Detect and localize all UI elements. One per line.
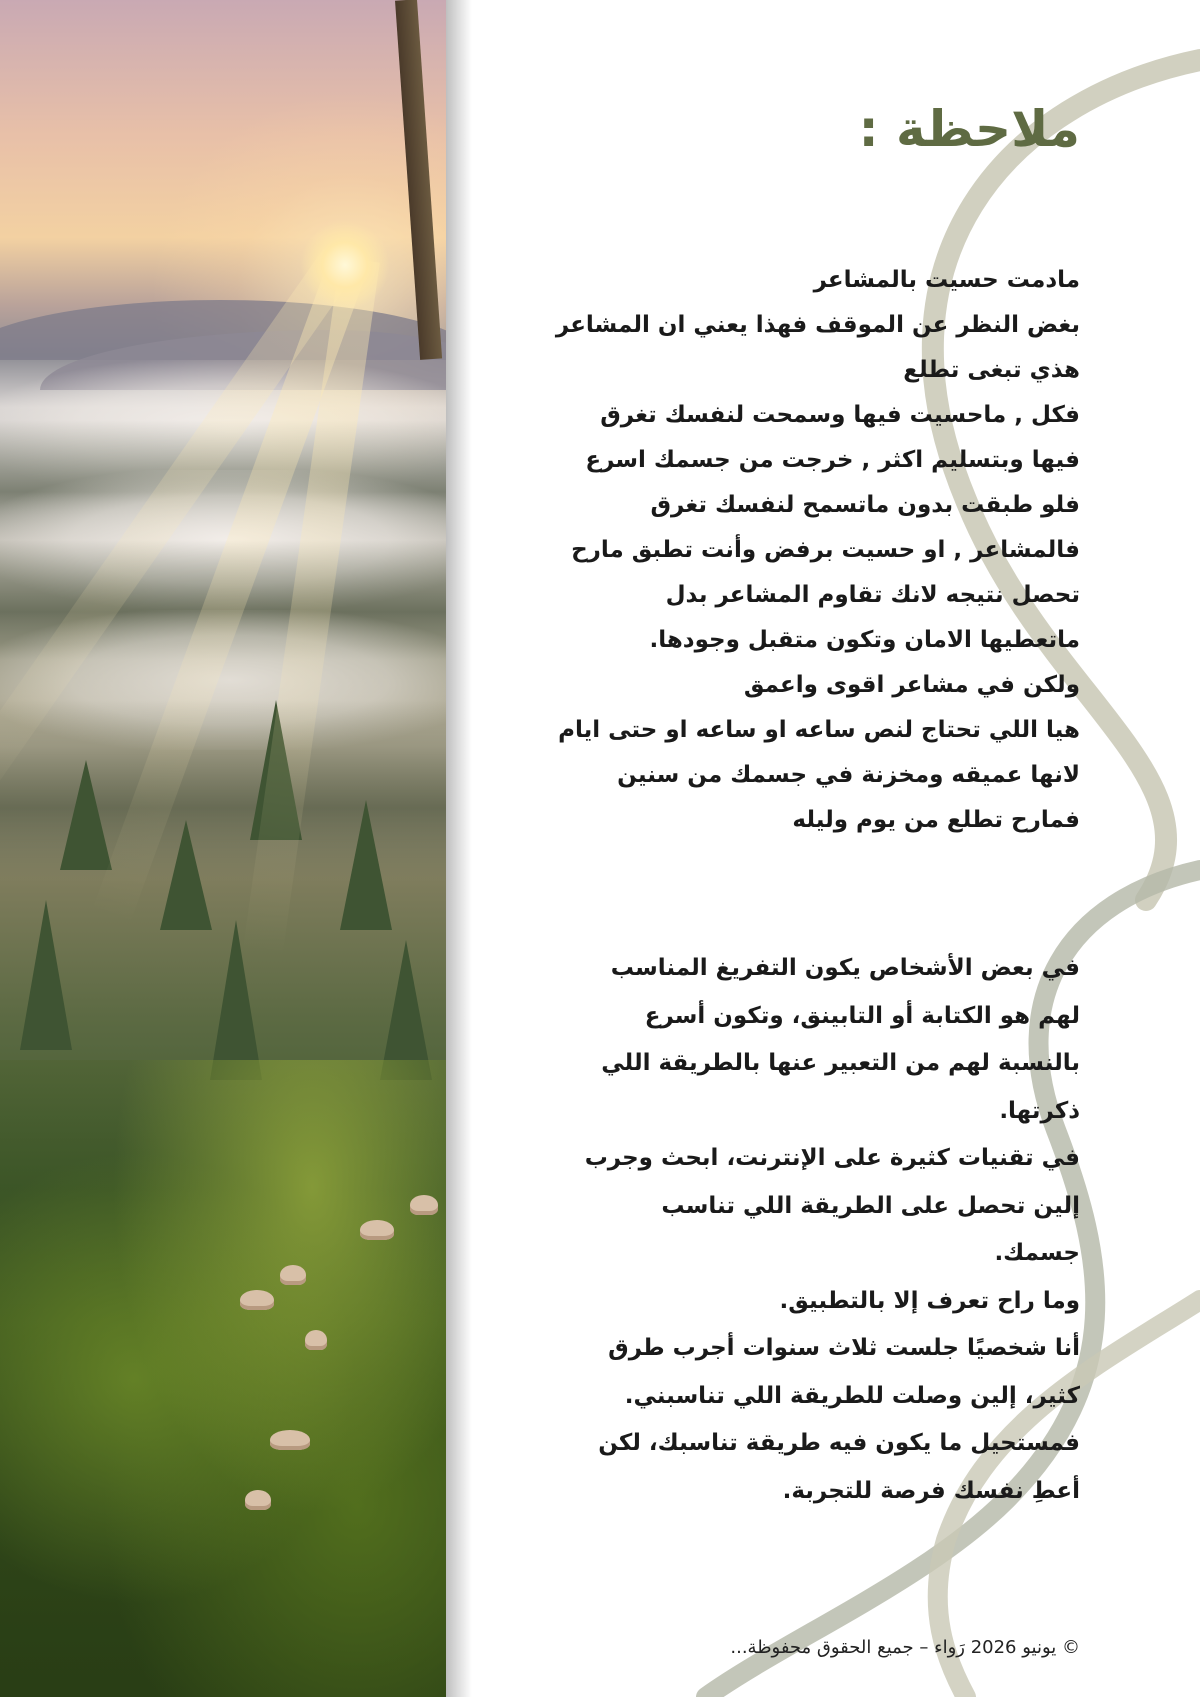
- paragraph-line: جسمك.: [994, 1240, 1080, 1266]
- paragraph-line: أعطِ نفسك فرصة للتجربة.: [782, 1477, 1080, 1504]
- page-title: ملاحظة :: [858, 100, 1080, 158]
- copyright-footer: © يونيو 2026 رَواء – جميع الحقوق محفوظة...: [730, 1637, 1080, 1658]
- forest-photo: [0, 0, 446, 1697]
- paragraph-line: في تقنيات كثيرة على الإنترنت، ابحث وجرب: [584, 1145, 1080, 1171]
- paragraph-line: بالنسبة لهم من التعبير عنها بالطريقة اللي: [601, 1050, 1080, 1076]
- paragraph-line: مادمت حسيت بالمشاعر: [813, 267, 1080, 293]
- paragraph-line: في بعض الأشخاص يكون التفريغ المناسب: [610, 955, 1080, 981]
- paragraph-line: ولكن في مشاعر اقوى واعمق: [743, 672, 1080, 698]
- paragraph-feelings: [490, 258, 1080, 843]
- paragraph-line: فالمشاعر , او حسيت برفض وأنت تطبق مارح: [571, 537, 1080, 563]
- paragraph-line: فمستحيل ما يكون فيه طريقة تناسبك، لكن: [598, 1430, 1080, 1456]
- paragraph-line: هذي تبغى تطلع: [903, 357, 1080, 383]
- paragraph-line: كثير، إلين وصلت للطريقة اللي تناسبني.: [624, 1382, 1080, 1409]
- paragraph-line: وما راح تعرف إلا بالتطبيق.: [779, 1287, 1080, 1314]
- paragraph-line: أنا شخصيًا جلست ثلاث سنوات أجرب طرق: [608, 1335, 1080, 1361]
- paragraph-line: فكل , ماحسيت فيها وسمحت لنفسك تغرق: [600, 402, 1080, 428]
- paragraph-line: فلو طبقت بدون ماتسمح لنفسك تغرق: [650, 492, 1080, 518]
- paragraph-techniques: [490, 945, 1080, 1515]
- sun: [300, 220, 390, 310]
- paragraph-line: فمارح تطلع من يوم وليله: [792, 807, 1080, 833]
- panel-shadow: [446, 0, 472, 1697]
- paragraph-line: تحصل نتيجه لانك تقاوم المشاعر بدل: [665, 582, 1080, 608]
- paragraph-line: بغض النظر عن الموقف فهذا يعني ان المشاعر: [555, 312, 1080, 338]
- paragraph-line: إلين تحصل على الطريقة اللي تناسب: [661, 1192, 1080, 1219]
- paragraph-line: هيا اللي تحتاج لنص ساعه او ساعه او حتى ايام: [558, 717, 1080, 743]
- paragraph-line: فيها وبتسليم اكثر , خرجت من جسمك اسرع: [585, 447, 1080, 473]
- paragraph-line: لهم هو الكتابة أو التابينق، وتكون أسرع: [644, 1002, 1080, 1029]
- paragraph-line: لانها عميقه ومخزنة في جسمك من سنين: [617, 762, 1080, 788]
- paragraph-line: ماتعطيها الامان وتكون متقبل وجودها.: [649, 627, 1080, 653]
- note-content: [490, 0, 1080, 1697]
- paragraph-line: ذكرتها.: [999, 1097, 1080, 1124]
